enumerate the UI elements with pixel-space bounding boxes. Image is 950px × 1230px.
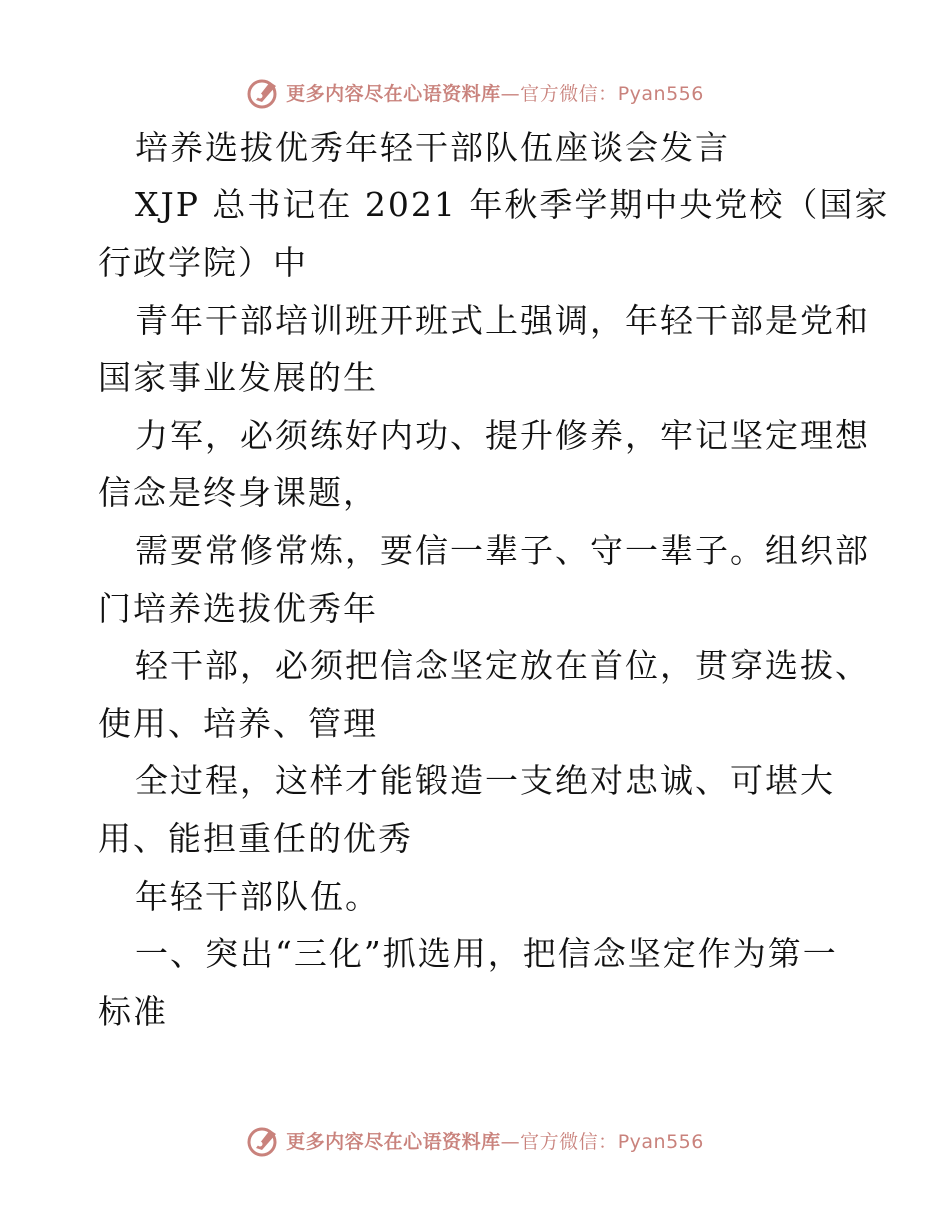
watermark-text [286,1127,704,1154]
paragraph-line: 年轻干部队伍。 [135,877,380,916]
watermark-text [286,79,704,106]
paragraph-line: 信念是终身课题， [98,473,378,512]
paragraph-line: 国家事业发展的生 [98,358,378,397]
watermark-footer [0,1120,950,1160]
section-heading: 一、突出“三化”抓选用，把信念坚定作为第一 [135,934,838,973]
section-heading: 标准 [98,992,168,1031]
document-title: 培养选拔优秀年轻干部队伍座谈会发言 [135,128,730,167]
pen-nib-circle-icon [246,1122,282,1158]
paragraph-line: XJP 总书记在 2021 年秋季学期中央党校（国家 [135,185,890,224]
watermark-suffix: 官方微信： [520,1130,618,1153]
watermark-account: Pyan556 [617,82,704,105]
watermark-main: 更多内容尽在心语资料库 [286,1130,501,1153]
paragraph-line: 用、能担重任的优秀 [98,819,413,858]
paragraph-line: 力军，必须练好内功、提升修养，牢记坚定理想 [135,416,870,455]
watermark-dash: — [500,82,521,105]
pen-nib-circle-icon [246,74,282,110]
paragraph-line: 行政学院）中 [98,243,308,282]
paragraph-line: 全过程，这样才能锻造一支绝对忠诚、可堪大 [135,761,835,800]
watermark-dash: — [500,1130,521,1153]
watermark-suffix: 官方微信： [520,82,618,105]
watermark-main: 更多内容尽在心语资料库 [286,82,501,105]
watermark-header [0,72,950,112]
paragraph-line: 轻干部，必须把信念坚定放在首位，贯穿选拔、 [135,646,870,685]
paragraph-line: 需要常修常炼，要信一辈子、守一辈子。组织部 [135,531,870,570]
watermark-account: Pyan556 [617,1130,704,1153]
paragraph-line: 青年干部培训班开班式上强调，年轻干部是党和 [135,301,870,340]
paragraph-line: 门培养选拔优秀年 [98,589,378,628]
paragraph-line: 使用、培养、管理 [98,704,378,743]
